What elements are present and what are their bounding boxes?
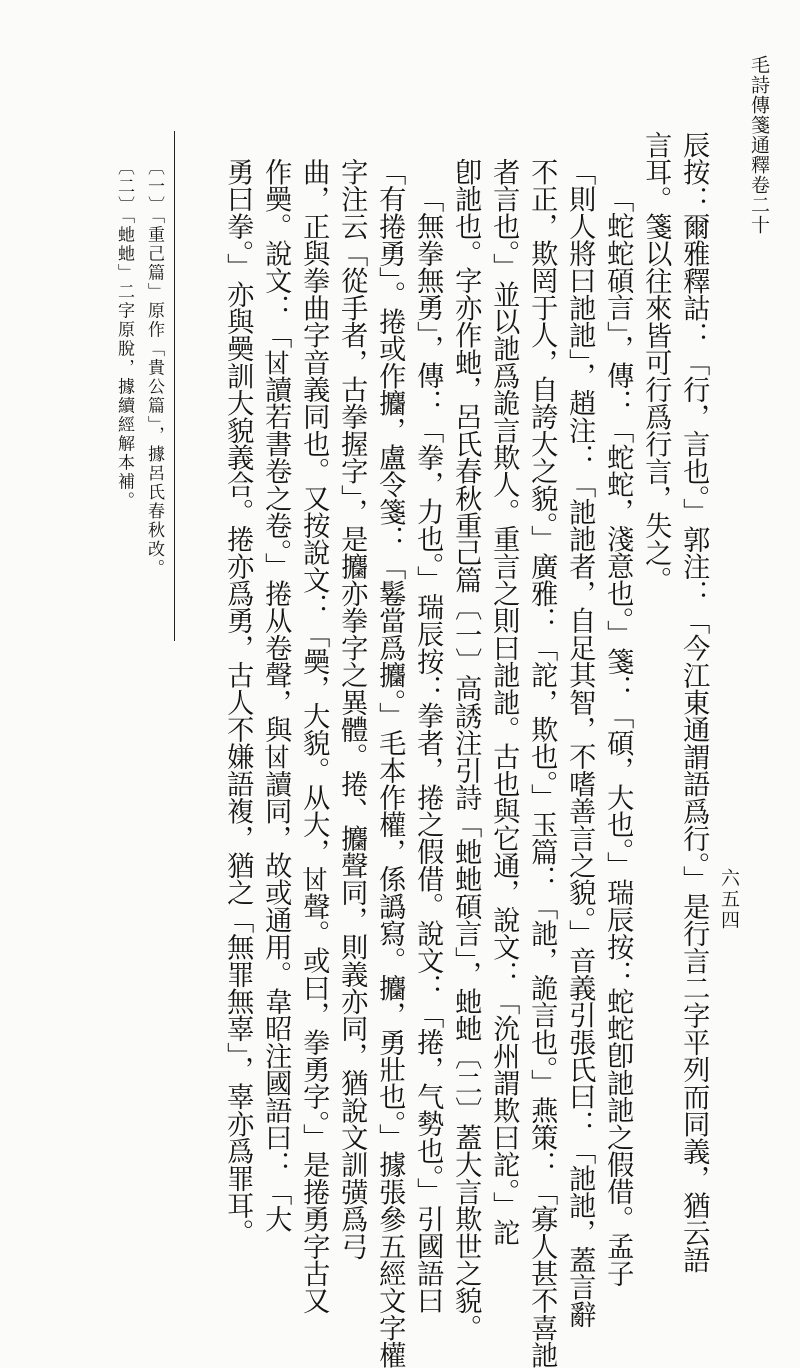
text-column-7: 卽訑也。字亦作虵，呂氏春秋重己篇〔一〕高誘注引詩「虵虵碩言」，虵虵〔二〕蓋大言欺世之貌。	[450, 158, 482, 1342]
text-column-6: 者言也。」並以訑爲詭言欺人。重言之則曰訑訑。古也與它通，說文：「沇州謂欺曰詑。」詑	[488, 158, 520, 1246]
text-column-1: 辰按：爾雅釋詁：「行，言也。」郭注：「今江東通謂語爲行。」是行言二字平列而同義，猶云語	[678, 131, 710, 1274]
text-column-8: 「無拳無勇」，傳：「拳，力也。」瑞辰按：拳者，捲之假借。說文：「捲，气勢也。」引國語曰	[412, 185, 444, 1314]
footnote-2: 〔二〕「虵虵」二字原脫，據續經解本補。	[114, 158, 134, 511]
text-column-9: 「有捲勇」。捲或作攟，盧令箋：「鬈當爲攟。」毛本作權，係譌寫。攟，勇壯也。」據張參五經文字權	[374, 158, 406, 1368]
text-column-12: 作奰。說文：「𠀠讀若書卷之卷。」捲从卷聲，與𠀠讀同，故或通用。韋昭注國語曰：「大	[260, 158, 292, 1233]
text-column-13: 勇曰拳。」亦與奰訓大貌義合。捲亦爲勇，古人不嫌語複，猶之「無罪無辜」，辜亦爲罪耳。	[222, 158, 254, 1246]
text-column-5: 不正，欺罔于人，自誇大之貌。」廣雅：「詑，欺也。」玉篇：「訑，詭言也。」燕策：「寡人甚不喜訑	[526, 158, 558, 1368]
text-column-11: 曲，正與拳曲字音義同也。又按說文：「奰，大貌。从大，𠀠聲。或曰，拳勇字。」是捲勇字古又	[298, 158, 330, 1314]
footnote-divider	[174, 131, 175, 641]
text-column-2: 言耳。箋以往來皆可行爲行言，失之。	[640, 131, 672, 594]
text-column-4: 「則人將曰訑訑」，趙注：「訑訑者，自足其智，不嗜善言之貌。」音義引張氏曰：「訑訑，蓋言辭	[564, 158, 596, 1328]
text-column-3: 「蛇蛇碩言」，傳：「蛇蛇，淺意也。」箋：「碩，大也。」瑞辰按：蛇蛇卽訑訑之假借。孟子	[602, 185, 634, 1287]
text-column-10: 字注云「從手者，古拳握字」，是攟亦拳字之異體。捲、攟聲同，則義亦同，猶說文訓彉爲弓	[336, 158, 368, 1260]
page-number: 六五四	[718, 868, 740, 931]
footnote-1: 〔一〕「重己篇」原作「貴公篇」，據呂氏春秋改。	[144, 158, 164, 578]
running-title: 毛詩傳箋通釋卷二十	[748, 55, 770, 235]
